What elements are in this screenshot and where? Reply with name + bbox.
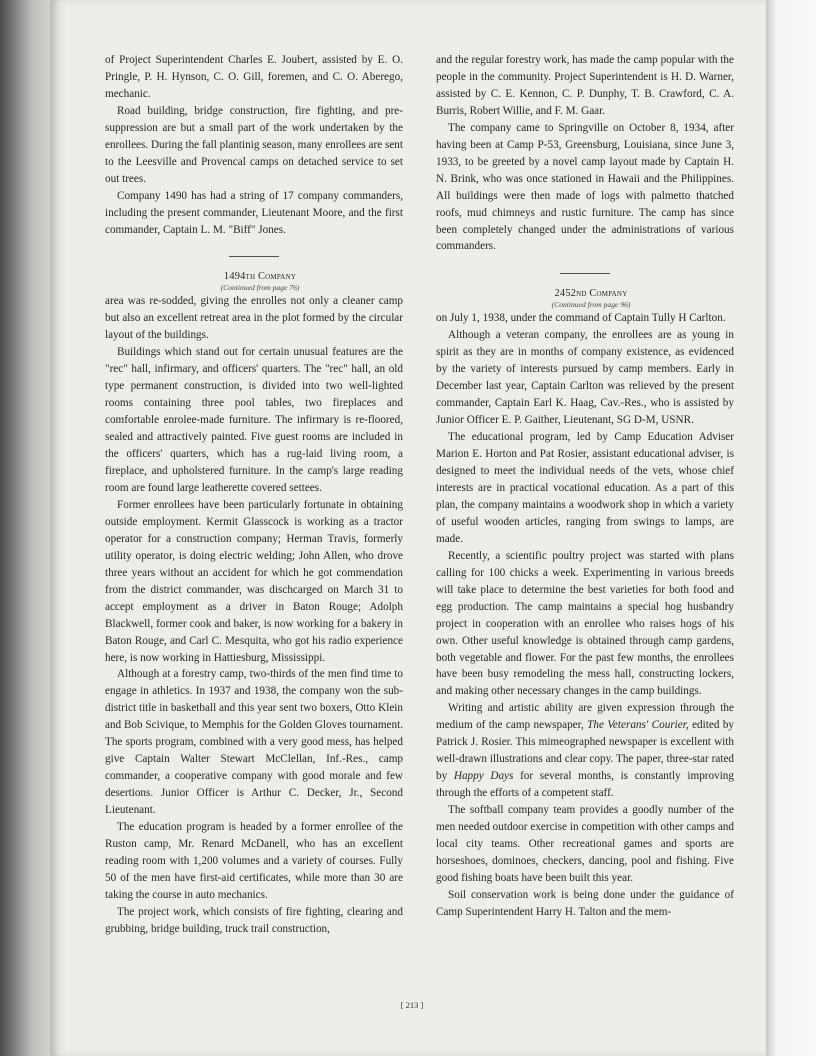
text-run: Writing and artistic ability are given expression through the medium of the camp newspaper, (436, 702, 734, 732)
paragraph: The educational program, led by Camp Education Adviser Marion E. Horton and Pat Rosier, assistant educational adviser, is designed to meet the individual needs of the vets, whose chief interests are in practical vocational education. As a part of this plan, the company maintains a woodwork shop in which a variety of useful wooden articles, ranging from swings to lamps, are made. (436, 431, 734, 545)
page-number: [ 213 ] (400, 1000, 424, 1010)
paragraph: The company came to Springville on October 8, 1934, after having been at Camp P-53, Greensburg, Louisiana, since June 3, 1933, to be greeted by a novel camp layout made by Captain H. N. Brink, who was once stationed in Hawaii and the Philippines. All buildings were then made of logs with palmetto thatched roofs, mud chimneys and rustic furniture. The camp has since been completely changed under the administrations of various commanders. (436, 121, 734, 253)
paragraph: of Project Superintendent Charles E. Joubert, assisted by E. O. Pringle, P. H. Hynson, C. O. Gill, foremen, and C. O. Aberego, mechanic. (105, 54, 403, 100)
paragraph (436, 700, 734, 802)
paragraph: area was re-sodded, giving the enrolles not only a cleaner camp but also an excellent retreat area in the plot formed by the circular layout of the buildings. (105, 295, 403, 342)
paragraph: The education program is headed by a former enrollee of the Ruston camp, Mr. Renard McDanell, who has an excellent reading room with 1,200 volumes and a variety of courses. Fully 50 of the men have first-aid certificates, while more than 30 are taking the course in auto mechanics. (105, 821, 403, 901)
continued-note: (Continued from page 96) (551, 300, 631, 310)
left-column (105, 52, 403, 938)
paragraph: The softball company team provides a goodly number of the men needed outdoor exercise in competition with other camps and local city teams. Other recreational games and sports are horseshoes, dominoes, checkers, dancing, pool and fishing. Five good fishing boats have been built this year. (436, 804, 734, 884)
text-run: for several months, is constantly improving through the efforts of a competent staff. (436, 770, 734, 800)
section-title-1494th-company: 1494th Company (223, 271, 297, 283)
section-divider (560, 273, 610, 274)
paragraph: The project work, which consists of fire fighting, clearing and grubbing, bridge building, truck trail construction, (105, 905, 403, 935)
magazine-title: Happy Days (453, 770, 514, 783)
section-divider (229, 256, 279, 257)
section-title-2452nd-company: 2452nd Company (554, 288, 628, 300)
paragraph: and the regular forestry work, has made the camp popular with the people in the community. Project Superintendent is H. D. Warner, assisted by C. E. Kennon, C. P. Dunphy, T. B. Crawford, C. A. Burris, Robert Willie, and F. M. Gaar. (436, 54, 734, 117)
newspaper-title: The Veterans' Courier, (587, 719, 689, 732)
continued-note: (Continued from page 76) (220, 283, 300, 293)
paragraph: Recently, a scientific poultry project was started with plans calling for 100 chicks a week. Experimenting in various breeds will take place to determine the best varieties for both food and egg production. The camp maintains a special hog husbandry project in cooperation with an enrollee who raises hogs of his own. Other useful knowledge is obtained through camp gardens, both vegetable and flower. For the past few months, the enrollees have been busy remodeling the mess hall, constructing lockers, and making other necessary changes in the camp buildings. (436, 549, 734, 698)
right-column (436, 52, 734, 921)
paragraph: Although at a forestry camp, two-thirds of the men find time to engage in athletics. In 1937 and 1938, the company won the sub-district title in basketball and this year sent two boxers, Otto Klein and Bob Scivique, to Memphis for the Golden Gloves tournament. The sports program, combined with a very good mess, has helped give Captain Walter Stewart McClellan, Inf.-Res., camp commander, a cooperative company with good morale and few desertions. Junior Officer is Arthur C. Decker, Jr., Second Lieutenant. (105, 668, 403, 817)
paragraph: Company 1490 has had a string of 17 company commanders, including the present commander, Lieutenant Moore, and the first commander, Captain L. M. "Biff" Jones. (105, 189, 403, 236)
paragraph: Buildings which stand out for certain unusual features are the "rec" hall, infirmary, and officers' quarters. The "rec" hall, an old type permanent construction, is divided into two well-lighted rooms containing three pool tables, two fireplaces and comfortable enrolee-made furniture. The infirmary is re-floored, sealed and attractively painted. Five guest rooms are included in the officers' quarters, which has a rug-laid living room, a fireplace, and upholstered furniture. In the camp's large reading room are found large leatherette covered settees. (105, 346, 403, 494)
paragraph: Road building, bridge construction, fire fighting, and pre-suppression are but a small part of the work undertaken by the enrollees. During the fall plantinig season, many enrollees are sent to the Leesville and Provencal camps on detached service to set out trees. (105, 104, 403, 185)
paragraph: on July 1, 1938, under the command of Captain Tully H Carlton. (436, 312, 726, 325)
paragraph: Although a veteran company, the enrollees are as young in spirit as they are in months of company existence, as evidenced by the variety of interests pursued by camp members. Early in December last year, Captain Carlton was relieved by the present commander, Captain Earl K. Haag, Cav.-Res., who is assisted by Junior Officer E. P. Gaither, Lieutenant, SG D-M, USNR. (436, 329, 734, 427)
paragraph: Former enrollees have been particularly fortunate in obtaining outside employment. Kermit Glasscock is working as a tractor operator for a construction company; Herman Travis, formerly utility operator, is doing electric welding; John Allen, who drove three years without an accident for which he got commendation from the district commander, was dischcarged on March 31 to accept employment as a driver in Baton Rouge; Adolph Blackwell, former cook and baker, is now working for a bakery in Baton Rouge, and Carl C. Mesquita, who got his radio experience here, is now working in Hattiesburg, Mississippi. (105, 498, 403, 664)
paragraph: Soil conservation work is being done under the guidance of Camp Superintendent Harry H. Talton and the mem- (436, 888, 734, 918)
scan-right-edge (766, 0, 816, 1056)
text-run: edited by Patrick J. Rosier. This mimeographed newspaper is excellent with well-drawn illustrations and clear copy. The paper, three-star rated by (436, 719, 735, 783)
